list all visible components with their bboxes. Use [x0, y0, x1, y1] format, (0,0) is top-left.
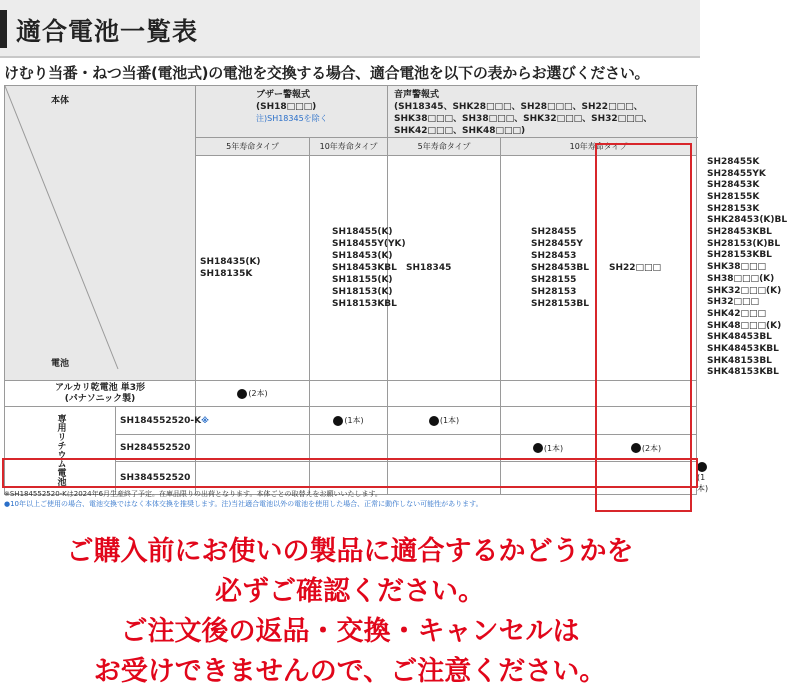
fit-mark-icon — [237, 389, 247, 399]
row1-col2-count: (1本) — [344, 416, 364, 425]
model-col-1: SH18435(K) SH18135K — [196, 156, 310, 381]
footnote-1: ※SH184552520-Kは2024年6月生産終了予定。在庫品限りの出荷となります。本体ごとの取替えをお願いいたします。 — [4, 490, 382, 498]
voice-header — [388, 86, 697, 138]
warning-line-1: ご購入前にお使いの製品に適合するかどうかを — [66, 536, 634, 567]
buzzer-note: 注)SH18345を除く — [256, 114, 328, 123]
fit-mark-icon — [631, 443, 641, 453]
battery-row-1-label: SH184552520-K — [120, 415, 202, 426]
battery-row-3-name: SH384552520 — [116, 462, 196, 495]
voice-models: (SH18345、SHK28□□□、SH28□□□、SH22□□□、SHK38□□□、SH38□□□、SHK32□□□、SH32□□□、SHK42□□□、SHK48□□□) — [394, 102, 653, 136]
model-col-2: SH18455(K) SH18455Y(YK) SH18453(K) SH18453KBL SH18155(K) SH18153(K) SH18153KBL — [310, 156, 388, 381]
alkaline-col1-cell — [196, 381, 310, 407]
battery-row-1-mark: ※ — [201, 415, 209, 425]
fit-mark-icon — [697, 462, 707, 472]
footnotes — [4, 489, 483, 509]
title-accent — [0, 10, 7, 48]
warning-line-2: 必ずご確認ください。 — [215, 576, 485, 607]
fit-mark-icon — [533, 443, 543, 453]
battery-row-2-name: SH284552520 — [116, 435, 196, 462]
buzzer-title: ブザー警報式 — [256, 90, 311, 100]
corner-header — [5, 86, 196, 381]
battery-row-1-name — [116, 407, 209, 435]
model-col-3: SH18345 — [388, 156, 501, 381]
warning-line-3: ご注文後の返品・交換・キャンセルは — [120, 616, 580, 647]
title-bar — [0, 0, 700, 58]
lithium-label-text: 専用リチウム電池 — [55, 414, 66, 487]
buzzer-models: (SH18□□□) — [256, 102, 317, 112]
row2-col5-count: (2本) — [641, 443, 662, 453]
row1-col3-count: (1本) — [439, 416, 460, 425]
corner-top-label: 本体 — [51, 96, 70, 106]
intro-text: けむり当番・ねつ当番(電池式)の電池を交換する場合、適合電池を以下の表からお選びください。 — [4, 64, 650, 82]
page-title: 適合電池一覧表 — [16, 17, 199, 46]
alkaline-label: アルカリ乾電池 単3形 (パナソニック製) — [5, 381, 196, 407]
row3-col6-count: (1本) — [697, 472, 709, 493]
fit-mark-icon — [333, 416, 343, 426]
voice-title: 音声警報式 — [394, 90, 440, 100]
model-col-4: SH28455 SH28455Y SH28453 SH28453BL SH28155 SH28153 SH28153BL — [501, 156, 596, 381]
corner-bottom-label: 電池 — [51, 359, 70, 369]
row2-col5-cell — [596, 435, 697, 462]
buzzer-10yr-label: 10年寿命タイプ — [310, 138, 388, 156]
lithium-label — [5, 407, 116, 495]
buzzer-header — [196, 86, 388, 138]
row2-col4-count: (1本) — [543, 443, 564, 453]
voice-10yr-label: 10年寿命タイプ — [501, 138, 697, 156]
row2-col4-cell — [501, 435, 596, 462]
buzzer-5yr-label: 5年寿命タイプ — [196, 138, 310, 156]
battery-compat-table: 本体 電池 ブザー警報式 (SH18□□□) 注)SH18345を除く 音声警報式 (SH18345、SHK28□□□、SH28□□□、SH22□□□、SHK38□□□、SH38□□□、SHK32□□□、SH32□□□、SHK42□□□、SHK48□□□) 5年寿命タイプ 10年寿命タイプ 5年寿命タイプ 10年寿命タイプ SH18435(K) SH18135K SH18455(K) SH18455Y(YK) SH18453(K) SH18453KBL SH18155(K) SH18153(K) SH18153KBL SH18345 SH28455 SH28455Y SH28453 SH28453BL SH28155 SH28153 SH28153BL SH22□□□ SH28455K SH28455YK SH28453K SH28155K SH28153K SHK28453(K)BL SH28453KBL SH28153(K)BL SH28153KBL SHK38□□□ SH38□□□(K) SHK32□□□(K) SH32□□□ SHK42□□□ SHK48□□□(K) SHK48453BL SHK48453KBL SHK48153BL SHK48153KBL アルカリ乾電池 単3形 (パナソニック製) (2本) 専用リチウム電池 SH184552520-K※ (1本) (1本) SH284552520 (1本) (2本) SH384552520 (1本) — [4, 85, 697, 495]
voice-5yr-label: 5年寿命タイプ — [388, 138, 501, 156]
purchase-warning — [0, 532, 700, 692]
row1-col3-cell — [388, 407, 501, 435]
model-col-5: SH22□□□ — [596, 156, 697, 381]
row1-col2-cell — [310, 407, 388, 435]
alkaline-count: (2本) — [248, 389, 268, 398]
diagonal-line — [5, 86, 118, 369]
footnote-2: ●10年以上ご使用の場合、電池交換ではなく本体交換を推奨します。注)当社適合電池以外の電池を使用した場合、正常に動作しない可能性があります。 — [4, 500, 483, 508]
warning-line-4: お受けできませんので、ご注意ください。 — [93, 656, 607, 687]
fit-mark-icon — [429, 416, 439, 426]
